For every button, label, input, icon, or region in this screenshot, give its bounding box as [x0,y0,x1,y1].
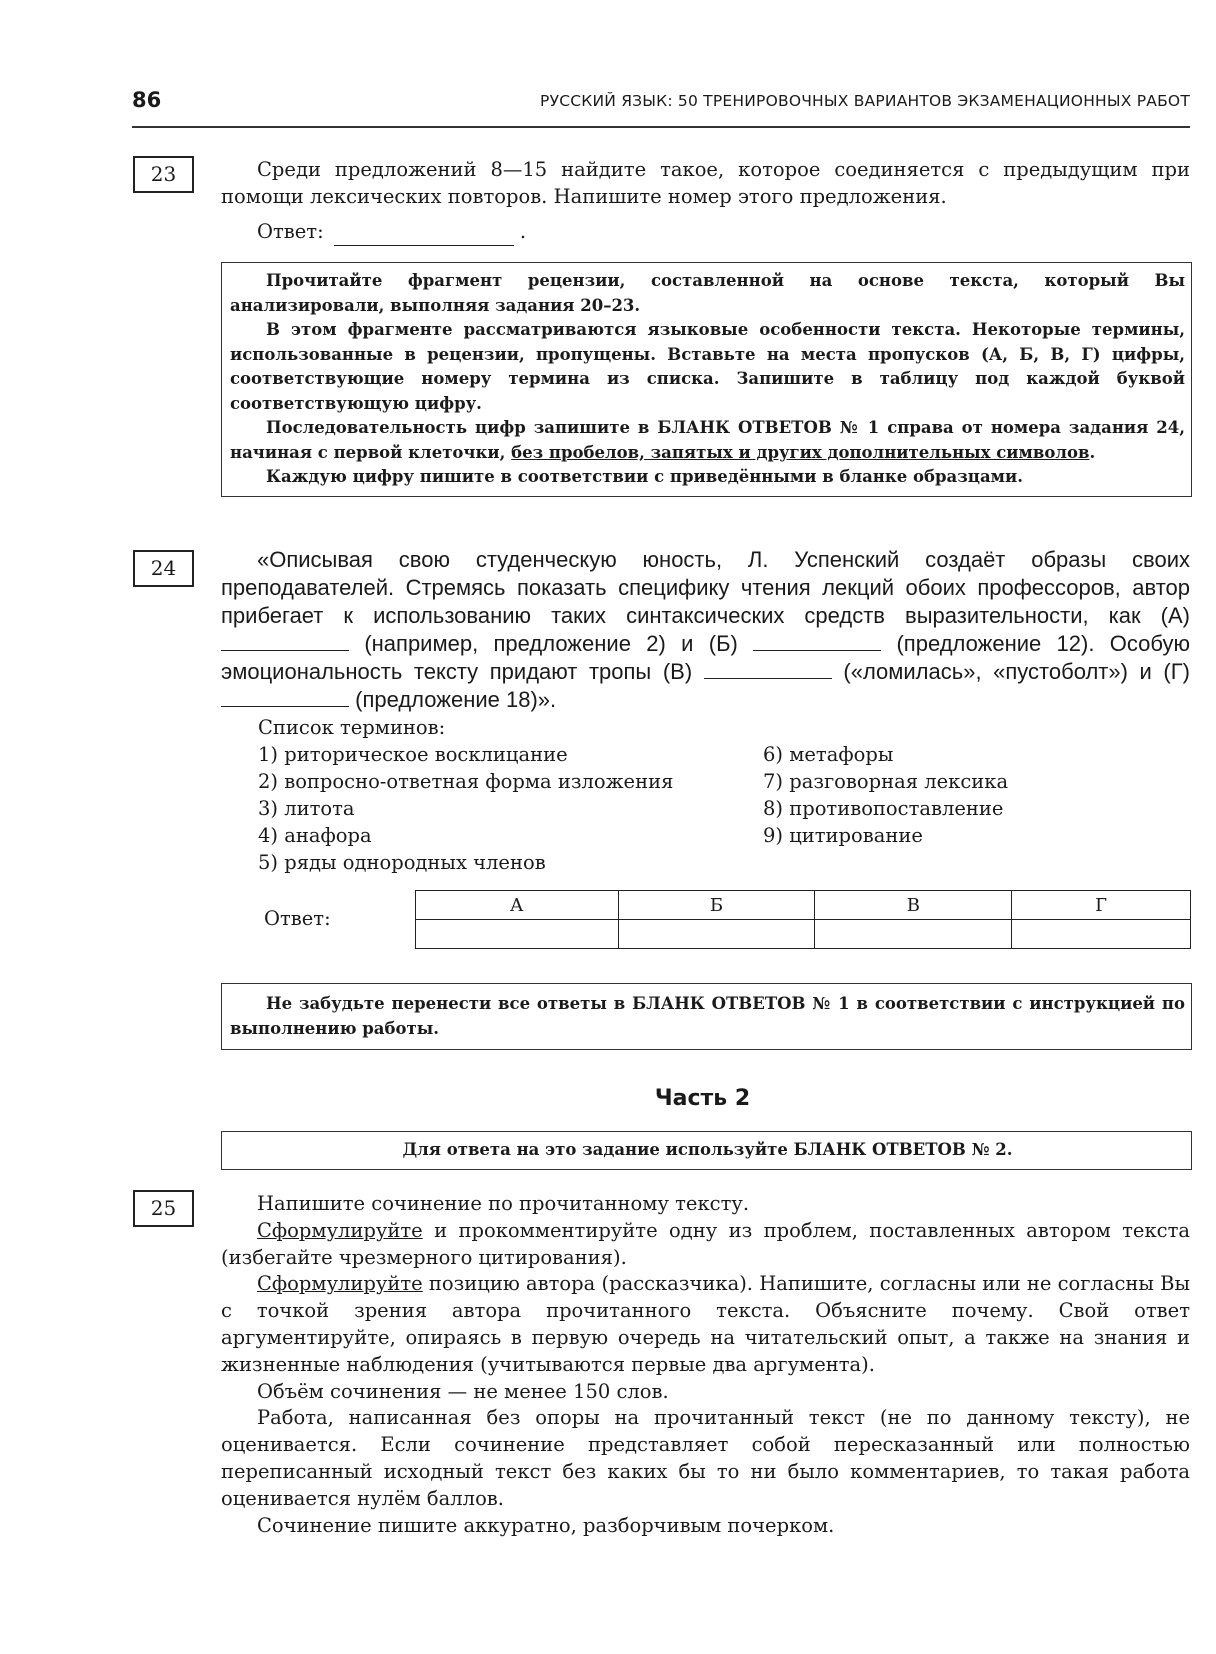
term-item: 1) риторическое восклицание [258,743,568,766]
answer-label: Ответ: [257,220,324,243]
part-2-instruction: Для ответа на это задание используйте БЛАНК ОТВЕТОВ № 2. [402,1140,1013,1159]
instruction-3-end: . [1089,442,1096,462]
reminder-box [221,983,1192,1050]
review-part: (предложение 18)». [349,687,557,712]
underlined-word: Сформулируйте [257,1218,423,1242]
answer-cell-b[interactable] [618,920,815,949]
instruction-1: Прочитайте фрагмент рецензии, составленной на основе текста, который Вы анализировали, выполняя задания 20–23. [230,271,1185,315]
part-2-title: Часть 2 [654,1086,751,1111]
instruction-2: В этом фрагменте рассматриваются языковые особенности текста. Некоторые термины, использованные в рецензии, пропущены. Вставьте на места пропусков (А, Б, В, Г) цифры, соответствующие номеру термина из списка. Запишите в таблицу под каждой буквой соответствующую цифру. [230,320,1185,413]
task-25-p2-text: и прокомментируйте одну из проблем, поставленных автором текста (избегайте чрезмерного цитирования). [221,1218,1190,1269]
terms-right [763,741,1008,849]
instruction-3-underlined: без пробелов, запятых и других дополнительных символов [511,442,1090,462]
terms-title: Список терминов: [258,716,446,739]
task-23 [221,156,1190,246]
page-number: 86 [132,88,162,112]
answer-cell-g[interactable] [1012,920,1191,949]
review-text [221,546,1190,714]
column-a: А [416,891,619,920]
task-25-p2 [221,1218,1190,1272]
task-25-p5: Работа, написанная без опоры на прочитанный текст (не по данному тексту), не оценивается. Если сочинение представляет собой пересказанный или полностью переписанный исходный текст без каких бы то ни было комментариев, то такая работа оценивается нулём баллов. [221,1406,1190,1510]
answer-period: . [519,220,527,243]
task-25-p1: Напишите сочинение по прочитанному тексту. [257,1192,750,1215]
task-24 [221,546,1190,714]
page-header [132,88,1190,128]
underlined-word: Сформулируйте [257,1272,423,1296]
task-number-23: 23 [133,156,194,193]
reminder-text: Не забудьте перенести все ответы в БЛАНК ОТВЕТОВ № 1 в соответствии с инструкцией по выполнению работы. [230,994,1185,1038]
term-item: 8) противопоставление [763,797,1004,820]
instruction-3-start: Последовательность цифр запишите в БЛАНК ОТВЕТОВ № 1 справа от номера задания 24, начиная с первой клеточки, [230,418,1185,462]
task-number-24: 24 [133,550,194,587]
task-25-p6: Сочинение пишите аккуратно, разборчивым почерком. [257,1513,835,1537]
task-25-p3 [221,1271,1190,1378]
task-25 [221,1191,1190,1539]
blank-g[interactable] [221,688,349,707]
answer-cell-v[interactable] [815,920,1012,949]
term-item: 4) анафора [258,824,372,847]
answer-cell-a[interactable] [416,920,619,949]
running-title: РУССКИЙ ЯЗЫК: 50 ТРЕНИРОВОЧНЫХ ВАРИАНТОВ ЭКЗАМЕНАЦИОННЫХ РАБОТ [540,92,1190,110]
blank-a[interactable] [221,632,349,651]
term-item: 7) разговорная лексика [763,770,1009,793]
part-2-box [221,1131,1192,1170]
task-23-text: Среди предложений 8—15 найдите такое, которое соединяется с предыдущим при помощи лексических повторов. Напишите номер этого предложения. [221,158,1190,208]
answer-label-24: Ответ: [264,907,331,930]
instruction-3 [230,416,1185,465]
terms-left [258,714,673,876]
review-part: «Описывая свою студенческую юность, Л. Успенский создаёт образы своих преподавателей. Стремясь показать специфику чтения лекций обоих профессоров, автор прибегает к использованию таких синтаксических средств выразительности, как (А) [221,547,1190,628]
term-item: 5) ряды однородных членов [258,851,546,874]
term-item: 2) вопросно-ответная форма изложения [258,770,674,793]
answer-field-23[interactable] [334,218,514,246]
review-part: (например, предложение 2) и (Б) [349,631,754,656]
task-25-p3-text: позицию автора (рассказчика). Напишите, согласны или не согласны Вы с точкой зрения автора прочитанного текста. Объясните почему. Свой ответ аргументируйте, опираясь в первую очередь на читательский опыт, а также на знания и жизненные наблюдения (учитываются первые два аргумента). [221,1272,1190,1376]
review-part: («ломилась», «пустоболт») и (Г) [831,659,1190,684]
column-v: В [815,891,1012,920]
instructions-box [221,262,1192,497]
column-g: Г [1012,891,1191,920]
blank-v[interactable] [704,660,832,679]
review-part: (предложение 12). Особую эмоциональность тексту придают тропы (В) [221,631,1190,684]
task-25-p4: Объём сочинения — не менее 150 слов. [257,1379,669,1403]
task-number-25: 25 [133,1190,194,1227]
instruction-4: Каждую цифру пишите в соответствии с приведёнными в бланке образцами. [266,467,1023,486]
term-item: 9) цитирование [763,824,923,847]
blank-b[interactable] [753,632,881,651]
term-item: 3) литота [258,797,355,820]
column-b: Б [618,891,815,920]
term-item: 6) метафоры [763,743,894,766]
answer-table [415,890,1191,949]
